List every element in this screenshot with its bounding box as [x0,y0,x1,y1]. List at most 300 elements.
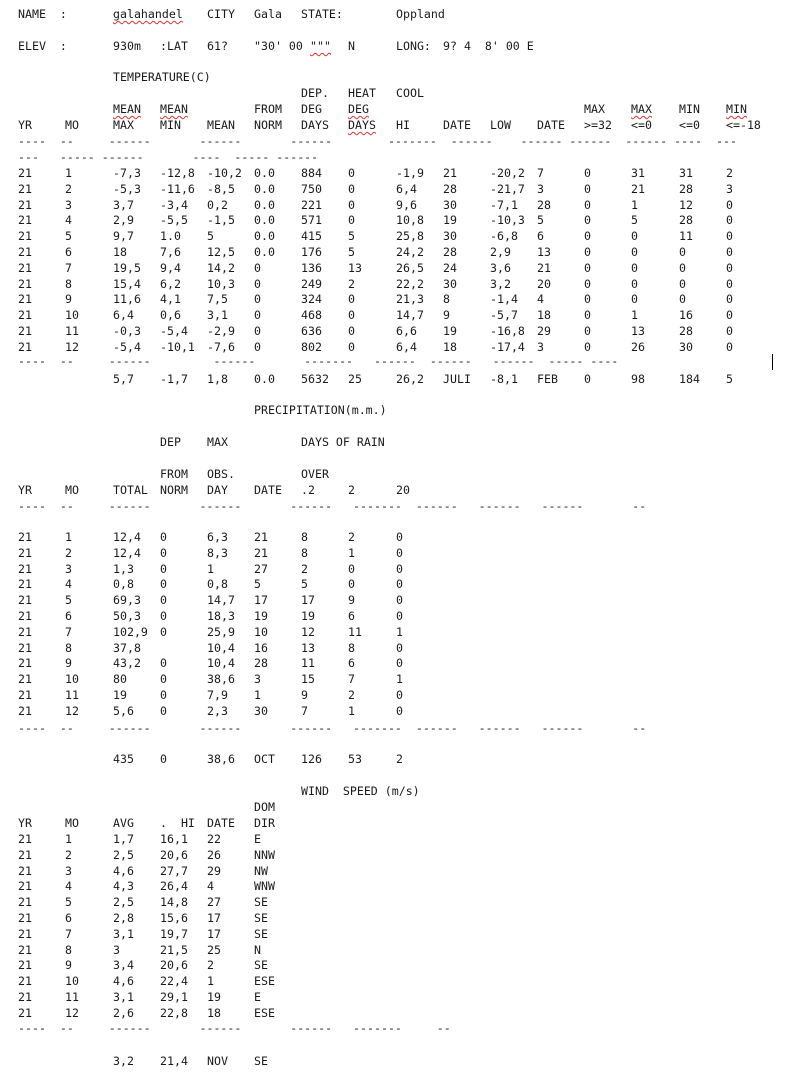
wind-cell: 25 [207,942,221,957]
temperature-cell: 21 [18,197,32,212]
wind-cell: 21 [18,926,32,941]
precipitation-total-cell: OCT [254,752,275,766]
temperature-cell: 21 [631,181,645,196]
name-label: NAME : [18,7,67,21]
lat-hemisphere: N [348,39,355,53]
temperature-cell: 28 [443,245,457,259]
state-value: Oppland [396,7,445,21]
temp-hdr-max-1: MAX [584,102,605,116]
wind-cell: SE [254,926,268,941]
temperature-cell: 6,4 [396,181,417,196]
precipitation-cell: 2 [301,561,308,576]
temperature-cell: 750 [301,181,322,196]
wind-total-cell: SE [254,1054,268,1068]
temperature-cell: 0 [254,292,261,307]
divider: ---- -- ------ ------ ------ ------- ------ ------ ------ ------ ---- --- [18,134,737,148]
temp-hdr-norm: NORM [254,118,282,132]
precipitation-cell: 21 [18,577,32,592]
wind-cell: 9 [65,958,72,973]
precipitation-cell: 8 [65,640,72,655]
temperature-total-cell: 184 [679,372,700,386]
wind-title: WIND SPEED (m/s) [301,784,420,798]
temp-hdr-hi: HI [396,118,410,132]
wind-cell: 27,7 [160,863,188,878]
wind-cell: 21 [18,832,32,846]
temperature-total-cell: 25 [348,372,362,386]
temperature-cell: 6 [65,245,72,259]
temperature-cell: -5,3 [113,181,141,196]
precipitation-total-cell: 435 [113,752,134,766]
temperature-cell: -20,2 [490,166,525,180]
precipitation-cell: 0,8 [113,577,134,592]
temp-hdr-max: MAX [113,118,134,132]
temperature-cell: 0 [631,276,638,291]
precipitation-cell: 28 [254,656,268,671]
wind-cell: 3,4 [113,958,134,973]
precipitation-cell: 12 [65,703,79,718]
temperature-cell: 14,2 [207,260,235,275]
temperature-cell: 324 [301,292,322,307]
temp-hdr-dep: DEP. [301,86,329,100]
precip-hdr-over-2: 2 [348,483,355,497]
wind-cell: 21 [18,942,32,957]
precipitation-cell: 80 [113,672,127,687]
precipitation-cell: 9 [301,688,308,702]
precipitation-cell: 8 [348,640,355,655]
temperature-cell: 28 [679,324,693,338]
precipitation-cell: 38,6 [207,672,235,687]
temperature-cell: 28 [537,197,551,212]
precipitation-cell: 37,8 [113,640,141,655]
precipitation-cell: 1 [207,561,214,576]
temperature-cell: 30 [443,276,457,291]
precipitation-cell: 1 [396,624,403,639]
station-name: galahandel [113,7,183,21]
temperature-cell: 0.0 [254,197,275,212]
temp-hdr-days-1: DAYS [301,118,329,132]
precipitation-cell: 3 [254,672,261,687]
precipitation-cell: 11 [301,656,315,671]
temp-hdr-max-2: MAX [631,102,652,116]
temperature-cell: 9,6 [396,197,417,212]
temperature-cell: 0.0 [254,245,275,259]
temperature-cell: 0 [584,181,591,196]
temperature-cell: 5 [65,229,72,244]
temperature-total-cell: FEB [537,372,558,386]
wind-cell: 17 [207,911,221,925]
temperature-cell: 5 [631,213,638,228]
precipitation-cell: 10 [65,672,79,687]
precipitation-cell: 7 [348,672,355,687]
precipitation-cell: 27 [254,561,268,576]
temperature-cell: 13 [631,324,645,338]
precipitation-cell: 2 [348,530,355,544]
precip-hdr-over-20: 20 [396,483,410,497]
temperature-cell: 14,7 [396,308,424,323]
precip-hdr-yr: YR [18,483,32,497]
temperature-cell: 0 [584,308,591,323]
temperature-cell: -10,3 [490,213,525,228]
wind-cell: 17 [207,926,221,941]
temperature-cell: 0 [726,245,733,259]
temperature-cell: 0 [348,166,355,180]
wind-cell: SE [254,958,268,973]
precipitation-cell: 0 [160,577,167,592]
temperature-cell: 30 [443,197,457,212]
wind-hdr-dir: DIR [254,816,275,830]
temperature-cell: 5 [348,229,355,244]
precipitation-cell: 25,9 [207,624,235,639]
temperature-cell: 0 [726,276,733,291]
precipitation-cell: 16 [254,640,268,655]
precipitation-cell: 14,7 [207,593,235,608]
temperature-cell: 9,4 [160,260,181,275]
wind-cell: 21 [18,958,32,973]
precipitation-cell: 0 [160,656,167,671]
precipitation-total-cell: 53 [348,752,362,766]
lat-value: 61? [207,39,228,53]
divider: ---- -- ------ ------ ------ ------- ------ ------ ------ -- [18,499,647,513]
long-label: LONG: [396,39,431,53]
temperature-cell: -0,3 [113,324,141,338]
temperature-cell: 25,8 [396,229,424,244]
wind-cell: 3,1 [113,926,134,941]
temperature-cell: -5,4 [113,339,141,354]
temperature-cell: 3 [726,181,733,196]
temperature-cell: 249 [301,276,322,291]
temperature-cell: 0 [584,166,591,180]
temperature-cell: 6 [537,229,544,244]
wind-cell: 4 [207,879,214,894]
precipitation-cell: 21 [254,545,268,560]
precip-hdr-date: DATE [254,483,282,497]
wind-cell: 20,6 [160,847,188,862]
temperature-total-cell: -1,7 [160,372,188,386]
temperature-cell: 0 [348,213,355,228]
temperature-cell: 21 [18,213,32,228]
temp-hdr-le0-2: <=0 [679,118,700,132]
wind-cell: 2,5 [113,895,134,910]
precipitation-cell: 30 [254,703,268,718]
temperature-cell: -1,9 [396,166,424,180]
precipitation-cell: 19 [301,609,315,623]
city-label: CITY [207,7,235,21]
lat-label: :LAT [160,39,188,53]
precipitation-cell: 9 [348,593,355,608]
temperature-cell: 7,5 [207,292,228,307]
precipitation-cell: 0 [396,545,403,560]
precipitation-cell: 21 [18,672,32,687]
wind-cell: 2,5 [113,847,134,862]
temperature-cell: -5,7 [490,308,518,323]
temperature-cell: 12,5 [207,245,235,259]
temperature-cell: 4,1 [160,292,181,307]
temperature-cell: 468 [301,308,322,323]
precip-hdr-obs: OBS. [207,467,235,481]
wind-cell: 1 [207,974,214,989]
temperature-title: TEMPERATURE(C) [113,70,211,84]
temperature-cell: 21 [18,260,32,275]
precipitation-cell: 0 [160,545,167,560]
temperature-cell: 11 [679,229,693,244]
temperature-cell: 0 [584,292,591,307]
elev-value: 930m [113,39,141,53]
precipitation-cell: 10,4 [207,640,235,655]
temperature-cell: 0 [584,276,591,291]
temperature-cell: 21 [537,260,551,275]
temperature-cell: 0 [679,260,686,275]
temperature-cell: -5,4 [160,324,188,338]
precipitation-cell: 0 [348,577,355,592]
temperature-cell: 18 [113,245,127,259]
precipitation-cell: 21 [254,530,268,544]
precipitation-cell: 0 [348,561,355,576]
temperature-cell: 21 [18,276,32,291]
precipitation-cell: 21 [18,530,32,544]
precipitation-cell: 0 [396,561,403,576]
city-value: Gala [254,7,282,21]
temperature-cell: 415 [301,229,322,244]
temperature-cell: 9 [443,308,450,323]
long-value: 9? 4 8' 00 E [443,39,534,53]
wind-hdr-avg: AVG [113,816,134,830]
wind-hdr-yr: YR [18,816,32,830]
precipitation-cell: 7 [65,624,72,639]
temperature-cell: 21 [18,292,32,307]
precipitation-cell: 2,3 [207,703,228,718]
wind-cell: 27 [207,895,221,910]
temperature-cell: -6,8 [490,229,518,244]
wind-cell: 29 [207,863,221,878]
precipitation-cell: 11 [65,688,79,702]
wind-cell: SE [254,895,268,910]
temperature-cell: -1,5 [207,213,235,228]
temperature-cell: 21 [18,166,32,180]
precipitation-cell: 6,3 [207,530,228,544]
precipitation-cell: 13 [301,640,315,655]
wind-cell: 8 [65,942,72,957]
temperature-cell: 18 [537,308,551,323]
temperature-cell: 28 [443,181,457,196]
temperature-cell: 2,9 [490,245,511,259]
wind-cell: 4,3 [113,879,134,894]
wind-cell: 10 [65,974,79,989]
temperature-cell: 20 [537,276,551,291]
precipitation-cell: 0,8 [207,577,228,592]
temperature-cell: 7 [65,260,72,275]
wind-cell: 21 [18,990,32,1004]
temperature-cell: 21 [18,339,32,354]
precipitation-cell: 3 [65,561,72,576]
temperature-cell: 6,4 [396,339,417,354]
precipitation-cell: 6 [348,656,355,671]
wind-cell: 21 [18,974,32,989]
temperature-cell: 0 [726,292,733,307]
precipitation-cell: 0 [396,640,403,655]
precipitation-cell: 0 [396,530,403,544]
temperature-cell: 0 [254,260,261,275]
precip-hdr-norm: NORM [160,483,188,497]
temperature-cell: -10,2 [207,166,242,180]
temperature-cell: 26,5 [396,260,424,275]
temperature-cell: 0 [348,308,355,323]
temperature-cell: -7,3 [113,166,141,180]
temperature-cell: 7,6 [160,245,181,259]
precip-hdr-total: TOTAL [113,483,148,497]
temperature-cell: 4 [65,213,72,228]
temperature-cell: 884 [301,166,322,180]
wind-cell: 18 [207,1005,221,1020]
temperature-cell: 13 [348,260,362,275]
temperature-cell: 0.0 [254,213,275,228]
precipitation-cell: 0 [396,656,403,671]
temperature-cell: 7 [537,166,544,180]
wind-hdr-date: DATE [207,816,235,830]
temperature-cell: -7,6 [207,339,235,354]
wind-cell: 12 [65,1005,79,1020]
temperature-cell: 0 [584,260,591,275]
temperature-cell: 19 [443,324,457,338]
temperature-cell: 221 [301,197,322,212]
temperature-cell: 21 [18,229,32,244]
wind-cell: E [254,832,261,846]
wind-cell: NW [254,863,268,878]
temperature-cell: 19,5 [113,260,141,275]
temperature-cell: 21 [18,308,32,323]
temp-hdr-date-1: DATE [443,118,471,132]
precipitation-cell: 12,4 [113,530,141,544]
temperature-cell: 0 [254,324,261,338]
precipitation-cell: 0 [160,530,167,544]
temperature-cell: 0 [679,292,686,307]
precipitation-cell: 0 [160,624,167,639]
temperature-cell: -3,4 [160,197,188,212]
wind-cell: 21 [18,911,32,925]
temperature-cell: 5 [348,245,355,259]
temperature-cell: 0 [726,213,733,228]
temperature-cell: 28 [679,181,693,196]
temp-hdr-mean-2: MEAN [160,102,188,116]
precipitation-cell: 5 [65,593,72,608]
temperature-cell: 0 [348,339,355,354]
wind-cell: 5 [65,895,72,910]
temperature-total-cell: JULI [443,372,471,386]
wind-cell: ESE [254,974,275,989]
temperature-total-cell: 98 [631,372,645,386]
precipitation-cell: 21 [18,545,32,560]
precipitation-cell: 7,9 [207,688,228,702]
wind-cell: 21 [18,847,32,862]
temperature-cell: 5 [207,229,214,244]
temperature-cell: 0 [631,260,638,275]
temperature-cell: 3 [537,181,544,196]
temperature-cell: 1 [631,197,638,212]
precipitation-cell: 19 [113,688,127,702]
wind-total-cell: 3,2 [113,1054,134,1068]
wind-cell: 21 [18,1005,32,1020]
temperature-cell: -17,4 [490,339,525,354]
temperature-cell: 0 [584,339,591,354]
precipitation-cell: 50,3 [113,609,141,623]
precipitation-cell: 7 [301,703,308,718]
temperature-cell: -5,5 [160,213,188,228]
temperature-cell: 21,3 [396,292,424,307]
wind-cell: 14,8 [160,895,188,910]
precipitation-cell: 69,3 [113,593,141,608]
precipitation-cell: 21 [18,609,32,623]
precipitation-cell: 1 [254,688,261,702]
text-cursor [772,354,773,370]
temperature-cell: 6,6 [396,324,417,338]
divider: --- ----- ------ ---- ----- ------ [18,150,319,164]
wind-cell: 15,6 [160,911,188,925]
wind-cell: 21 [18,895,32,910]
wind-total-cell: 21,4 [160,1054,188,1068]
precipitation-cell: 1 [348,703,355,718]
temperature-cell: 3,6 [490,260,511,275]
wind-cell: 22,4 [160,974,188,989]
temperature-cell: 0 [631,292,638,307]
temperature-cell: 3 [537,339,544,354]
precip-hdr-over: OVER [301,467,329,481]
temperature-cell: 10 [65,308,79,323]
temperature-cell: 31 [679,166,693,180]
precipitation-cell: 8,3 [207,545,228,560]
temp-hdr-deg-2: DEG [348,102,369,116]
precipitation-cell: 21 [18,561,32,576]
divider: ---- -- ------ ------ ------ ------- ------ ------ ------ -- [18,721,647,735]
temperature-cell: 1 [631,308,638,323]
precipitation-cell: 2 [65,545,72,560]
temperature-cell: 8 [443,292,450,307]
wind-cell: WNW [254,879,275,894]
temperature-cell: 4 [537,292,544,307]
temp-hdr-min: MIN [160,118,181,132]
temperature-cell: 0 [348,181,355,196]
temperature-cell: 8 [65,276,72,291]
precipitation-cell: 43,2 [113,656,141,671]
temperature-total-cell: 0 [584,372,591,386]
temperature-cell: 21 [18,324,32,338]
temperature-cell: 6,4 [113,308,134,323]
temperature-cell: 6,2 [160,276,181,291]
temperature-cell: 0 [584,245,591,259]
temperature-cell: 571 [301,213,322,228]
precipitation-cell: 0 [160,672,167,687]
temperature-cell: 0.0 [254,181,275,196]
temperature-cell: 26 [631,339,645,354]
wind-cell: 3 [113,942,120,957]
temp-hdr-cool: COOL [396,86,424,100]
wind-cell: NNW [254,847,275,862]
temperature-cell: 0 [726,229,733,244]
temp-hdr-ge32: >=32 [584,118,612,132]
temperature-cell: 2 [726,166,733,180]
wind-cell: 22 [207,832,221,846]
temperature-cell: 0 [726,260,733,275]
temperature-total-cell: 0.0 [254,372,275,386]
temperature-cell: 0 [348,324,355,338]
temperature-cell: 0 [348,292,355,307]
wind-hdr-dom: DOM [254,800,275,814]
temperature-cell: 1.0 [160,229,181,244]
precipitation-cell: 12,4 [113,545,141,560]
temperature-cell: 0 [726,197,733,212]
precipitation-cell: 0 [160,688,167,702]
temperature-cell: 636 [301,324,322,338]
precip-hdr-over-02: .2 [301,483,315,497]
wind-cell: 4,6 [113,863,134,878]
